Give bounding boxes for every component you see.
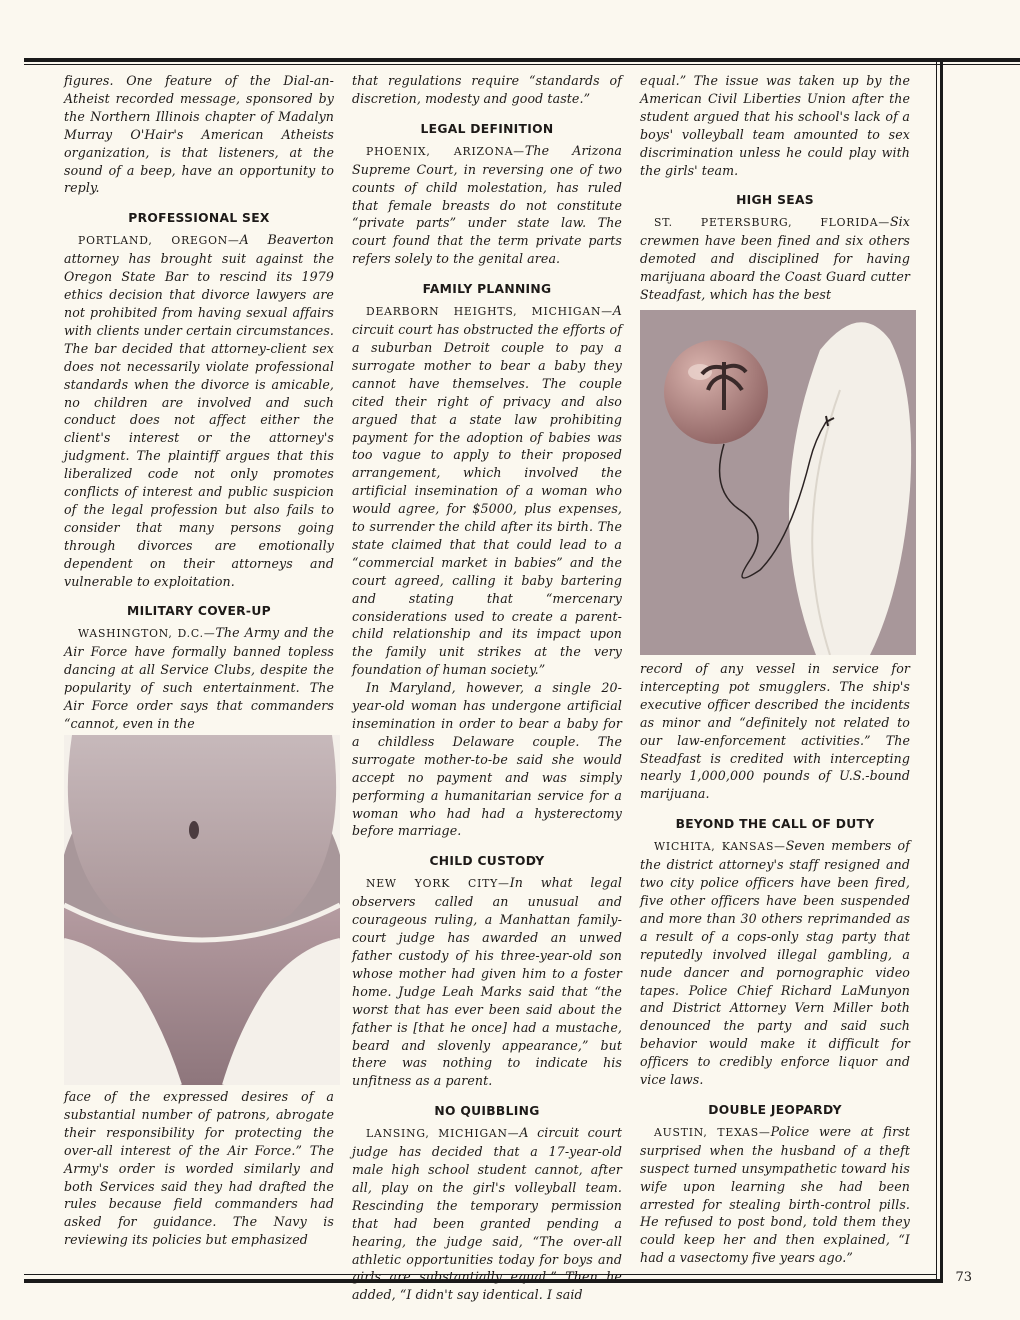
article-text: A circuit court judge has decided that a 17-year-old male high school student cannot, after all, play on the girl's volleyball team. Rescinding the temporary permission that had been granted pending a hearing, the judge said, “The over-all athletic opportunities today for boys and girls are substantially equal.” Then he added, “I didn't say identical. I said [352,1125,622,1303]
article-high-seas-continued: record of any vessel in service for intercepting pot smugglers. The ship's executive officer described the incidents as minor and “definitely not related to our law-enforcement activities.” The Steadfast is credited with intercepting nearly 1,000,000 pounds of U.S.-bound marijuana. [640,661,910,802]
article-military-cover-up [64,624,334,732]
article-text: A Beaverton attorney has brought suit against the Oregon State Bar to rescind its 1979 ethics decision that divorce lawyers are not prohibited from having sexual affairs with clients under certain circumstances. The bar decided that attorney-client sex does not necessarily violate professional standards when the divorce is amicable, no children are involved and such conduct does not affect either the client's interest or the attorney's judgment. The plaintiff argues that this liberalized code not only promotes conflicts of interest and public suspicion of the legal profession but also fails to consider that many persons going through divorces are emotionally dependent on their attorneys and vulnerable to exploitation. [64,232,334,589]
illustration-balloon [640,310,916,655]
heading-military-cover-up: MILITARY COVER-UP [127,604,271,619]
article-high-seas [640,213,910,304]
heading-child-custody: CHILD CUSTODY [429,854,545,869]
article-text: A circuit court has obstructed the efforts of a suburban Detroit couple to pay a surrogate mother to bear a baby they cannot have themselves. The couple cited their right of privacy and also argued that a state law prohibiting payment for the adoption of babies was too vague to apply to their proposed arrangement, which involved the artificial insemination of a woman who would agree, for $5000, plus expenses, to surrender the child after its birth. The state claimed that that could lead to a “commercial market in babies” and the court agreed, calling it baby bartering and stating that “mercenary considerations used to create a parent-child relationship and its impact upon the family unit strikes at the very foundation of human society.” [352,303,622,678]
column-3-continued [640,660,910,1267]
dateline: WASHINGTON, D.C.— [78,627,216,641]
article-professional-sex [64,231,334,590]
dateline: WICHITA, KANSAS— [654,840,786,854]
dateline: LANSING, MICHIGAN— [366,1127,520,1141]
heading-no-quibbling: NO QUIBBLING [434,1104,540,1119]
article-double-jeopardy [640,1123,910,1267]
dateline: PORTLAND, OREGON— [78,234,240,248]
dateline: DEARBORN HEIGHTS, MICHIGAN— [366,305,613,319]
dateline: AUSTIN, TEXAS— [654,1125,771,1139]
heading-high-seas: HIGH SEAS [736,193,814,208]
top-rule-thick [24,58,1020,62]
column-1-continued [64,1088,334,1249]
dateline: PHOENIX, ARIZONA— [366,144,525,158]
article-military-cover-up-continued: face of the expressed desires of a substantial number of patrons, abrogate their responsibility for protecting the over-all interest of the Air Force.” The Army's order is worded similarly and both Services said they had drafted the rules because field commanders had asked for guidance. The Navy is reviewing its policies but emphasized [64,1089,334,1248]
illustration-bikini [64,735,340,1085]
article-text: Police were at first surprised when the husband of a theft suspect turned unsympathetic toward his wife upon learning she had been arrested for stealing birth-control pills. He refused to post bond, told them they could keep her and then explained, “I had a vasectomy five years ago.” [640,1123,910,1266]
column-3 [640,72,910,304]
article-family-planning [352,302,622,679]
bikini-drawing [64,735,340,1085]
article-family-planning-2: In Maryland, however, a single 20-year-old woman has undergone artificial insemination in order to bear a baby for a childless Delaware couple. The surrogate mother-to-be said she would accept no payment and was simply performing a humanitarian service for a woman who had had a hysterectomy before marriage. [352,680,622,839]
article-legal-definition [352,142,622,268]
balloon-drawing [640,310,916,655]
page-number: 73 [955,1270,972,1285]
article-child-custody [352,874,622,1090]
intro-paragraph: figures. One feature of the Dial-an-Atheist recorded message, sponsored by the Northern Illinois chapter of Madalyn Murray O'Hair's American Atheists organization, is that listeners, at the sound of a beep, have an opportunity to reply. [64,73,334,196]
right-rule-thick [940,58,943,1282]
article-text: Seven members of the district attorney's staff resigned and two city police officers have been fired, five other officers have been suspended and more than 30 others reprimanded as a result of a cops-only stag party that reputedly involved illegal gambling, a nude dancer and pornographic video tapes. Police Chief Richard LaMunyon and District Attorney Vern Miller both denounced the party and said such behavior would make it difficult for officers to credibly enforce liquor and vice laws. [640,838,910,1088]
dateline: NEW YORK CITY— [366,877,510,891]
article-text: The Army and the Air Force have formally banned topless dancing at all Service Clubs, despite the popularity of such entertainment. The Air Force order says that commanders “cannot, even in the [64,625,334,731]
column-1 [64,72,334,733]
article-beyond-the-call-of-duty [640,837,910,1089]
heading-beyond-the-call-of-duty: BEYOND THE CALL OF DUTY [675,817,875,832]
article-text: The Arizona Supreme Court, in reversing one of two counts of child molestation, has ruled that female breasts do not constitute “private parts” under state law. The court found that the term private parts refers solely to the genital area. [352,142,622,267]
heading-legal-definition: LEGAL DEFINITION [420,121,554,136]
article-text: Six crewmen have been fined and six others demoted and disciplined for having marijuana aboard the Coast Guard cutter Steadfast, which has the best [640,214,910,303]
heading-family-planning: FAMILY PLANNING [422,282,552,297]
right-rule-thin [936,58,937,1282]
article-text: In what legal observers called an unusual and courageous ruling, a Manhattan family-court judge has awarded an unwed father custody of his three-year-old son whose mother had given him to a foster home. Judge Leah Marks said that “the worst that has ever been said about the father is [that he once] had a mustache, beard and slovenly appearance,” but there was nothing to indicate his unfitness as a parent. [352,875,622,1089]
column-2 [352,72,622,1304]
article-no-quibbling [352,1124,622,1304]
dateline: ST. PETERSBURG, FLORIDA— [654,216,890,230]
heading-professional-sex: PROFESSIONAL SEX [128,211,270,226]
top-rule-thin [24,64,1020,65]
continued-paragraph: that regulations require “standards of discretion, modesty and good taste.” [352,73,622,106]
heading-double-jeopardy: DOUBLE JEOPARDY [708,1102,842,1117]
continued-paragraph: equal.” The issue was taken up by the American Civil Liberties Union after the student argued that his school's lack of a boys' volleyball team amounted to sex discrimination unless he could play with the girls' team. [640,73,910,178]
